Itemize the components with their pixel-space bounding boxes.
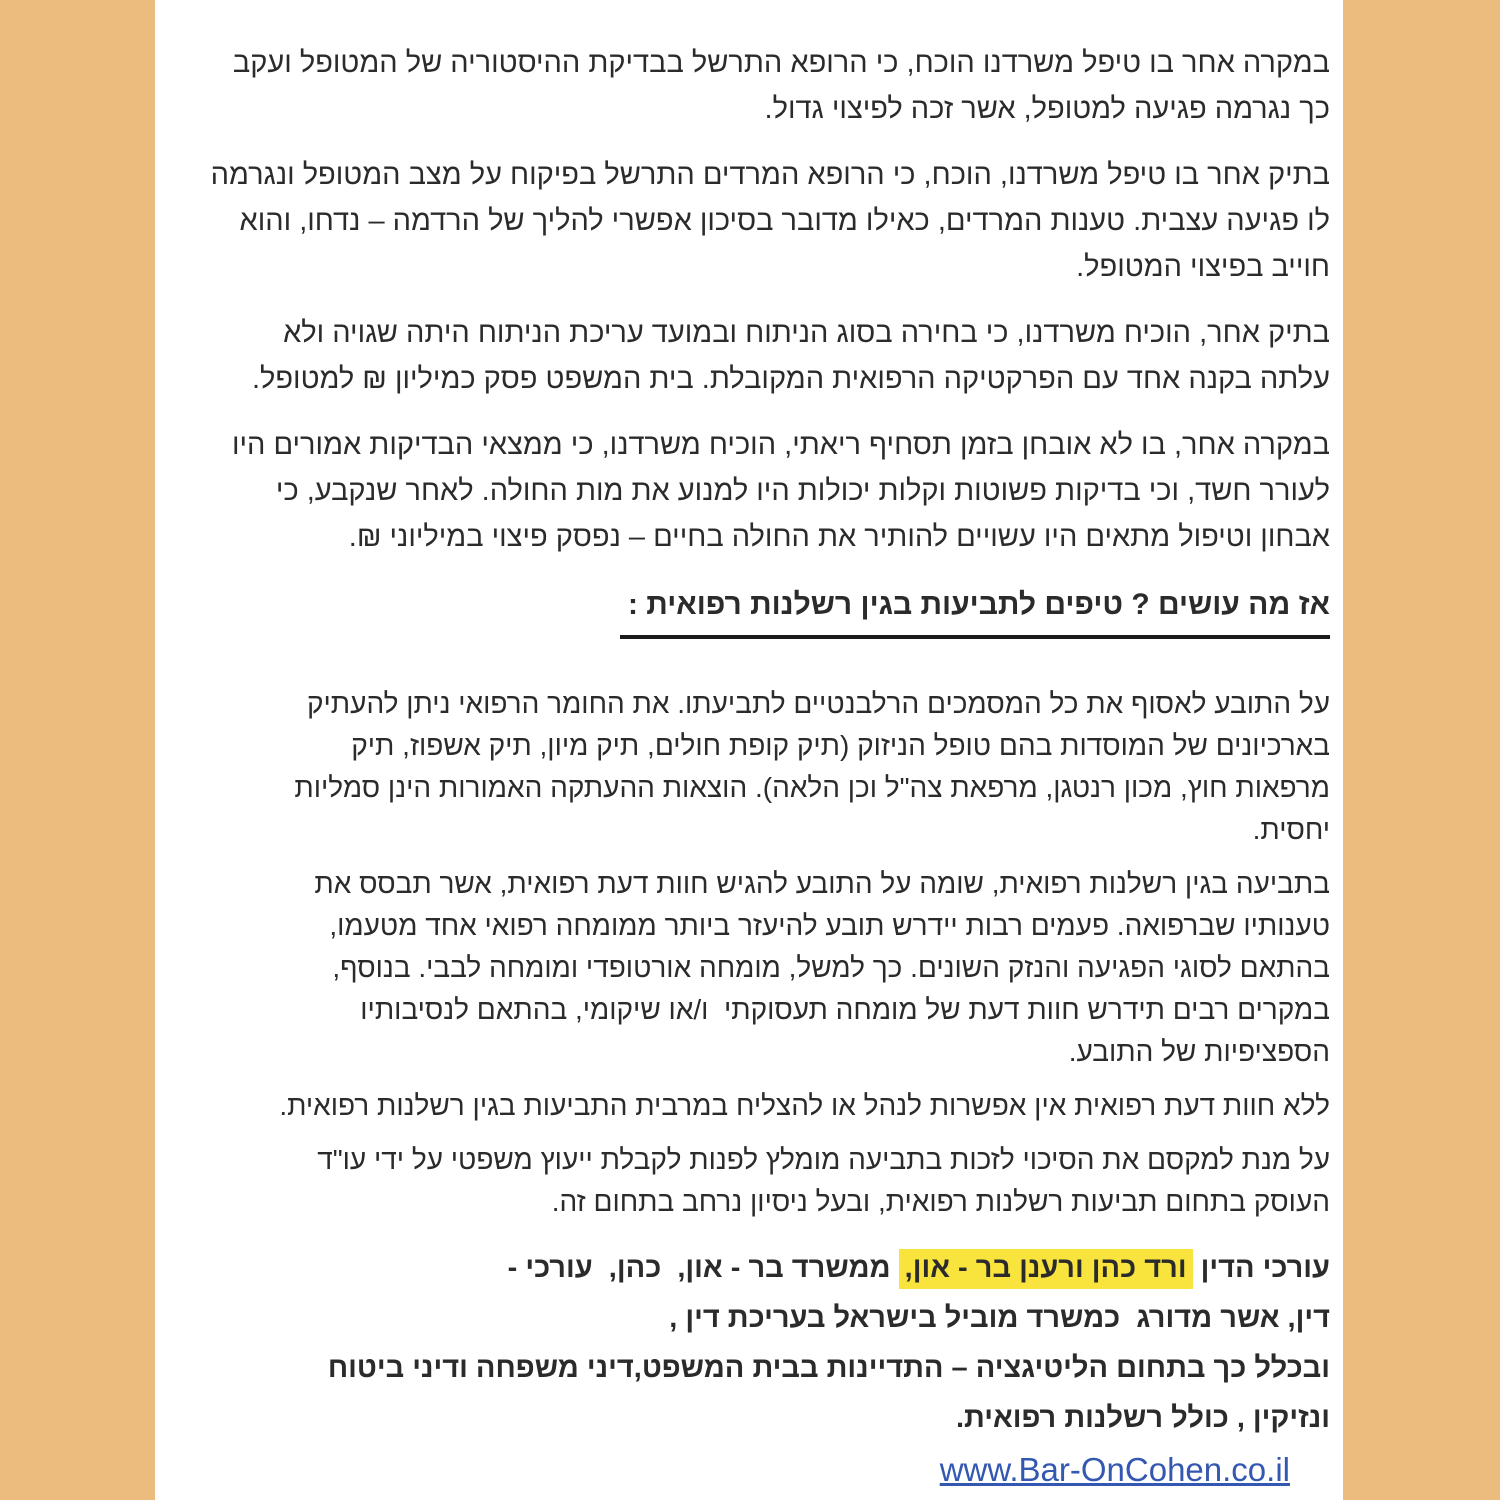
- text-line: כך נגרמה פגיעה למטופל, אשר זכה לפיצוי גדול.: [764, 93, 1330, 125]
- text-line: בתיק אחר בו טיפל משרדנו, הוכח, כי הרופא המרדים התרשל בפיקוח על מצב המטופל ונגרמה: [210, 159, 1330, 191]
- text-line: בהתאם לסוגי הפגיעה והנזק השונים. כך למשל, מומחה אורטופדי ומומחה לבבי. בנוסף,: [332, 952, 1330, 983]
- law-firm-line-4: ונזיקין , כולל רשלנות רפואית.: [955, 1402, 1330, 1434]
- text-line: במקרה אחר בו טיפל משרדנו הוכח, כי הרופא התרשל בבדיקת ההיסטוריה של המטופל ועקב: [232, 47, 1330, 79]
- text-line: עלתה בקנה אחד עם הפרקטיקה הרפואית המקובלת. בית המשפט פסק כמיליון ₪ למטופל.: [251, 363, 1330, 395]
- text-line: לעורר חשד, וכי בדיקות פשוטות וקלות יכולות היו למנוע את מות החולה. לאחר שנקבע, כי: [275, 475, 1330, 507]
- paragraph-case-2: [170, 152, 1330, 290]
- text-line: הספציפיות של התובע.: [1068, 1036, 1330, 1067]
- text-line: בתביעה בגין רשלנות רפואית, שומה על התובע להגיש חוות דעת רפואית, אשר תבסס את: [314, 868, 1330, 899]
- paragraph-tip-legal-advice: [170, 1139, 1330, 1223]
- paragraph-case-4: [170, 422, 1330, 560]
- paragraph-tip-documents: [170, 683, 1330, 851]
- text-line: בארכיונים של המוסדות בהם טופל הניזוק (תיק קופת חולים, תיק מיון, תיק אשפוז, תיק: [351, 730, 1330, 761]
- text-line: טענותיו שברפואה. פעמים רבות יידרש תובע להיעזר ביותר ממומחה רפואי אחד מטעמו,: [329, 910, 1330, 941]
- highlighted-lawyer-names: ורד כהן ורענן בר - און,: [899, 1249, 1193, 1289]
- law-firm-line-2: דין, אשר מדורג כמשרד מוביל בישראל בעריכת דין ,: [669, 1302, 1330, 1334]
- website-link[interactable]: www.Bar-OnCohen.co.il: [939, 1451, 1290, 1488]
- law-firm-suffix: ממשרד בר - און, כהן, עורכי -: [507, 1252, 899, 1284]
- document-content: [170, 40, 1330, 1495]
- paragraph-tip-expert-opinion: [170, 863, 1330, 1073]
- section-heading: [170, 582, 1330, 639]
- law-firm-line-1: [170, 1243, 1330, 1293]
- law-firm-prefix: עורכי הדין: [1192, 1252, 1330, 1284]
- text-line: חוייב בפיצוי המטופל.: [1076, 251, 1330, 283]
- tips-section: [170, 683, 1330, 1223]
- paragraph-case-3: [170, 310, 1330, 402]
- text-line: על מנת למקסם את הסיכוי לזכות בתביעה מומלץ לפנות לקבלת ייעוץ משפטי על ידי עו"ד: [317, 1144, 1330, 1175]
- law-firm-line-3: ובכלל כך בתחום הליטיגציה – התדיינות בבית המשפט,דיני משפחה ודיני ביטוח: [327, 1352, 1330, 1384]
- text-line: במקרים רבים תידרש חוות דעת של מומחה תעסוקתי ו/או שיקומי, בהתאם לנסיבותיו: [360, 994, 1330, 1025]
- right-border: [1343, 0, 1500, 1500]
- text-line: לו פגיעה עצבית. טענות המרדים, כאילו מדובר בסיכון אפשרי להליך של הרדמה – נדחו, והוא: [239, 205, 1330, 237]
- text-line: במקרה אחר, בו לא אובחן בזמן תסחיף ריאתי, הוכיח משרדנו, כי ממצאי הבדיקות אמורים היו: [231, 429, 1330, 461]
- paragraph-tip-no-opinion: [170, 1085, 1330, 1127]
- heading-text: אז מה עושים ? טיפים לתביעות בגין רשלנות רפואית :: [620, 582, 1330, 639]
- left-border: [0, 0, 155, 1500]
- paragraph-case-1: [170, 40, 1330, 132]
- link-row: [170, 1447, 1290, 1495]
- text-line: ללא חוות דעת רפואית אין אפשרות לנהל או להצליח במרבית התביעות בגין רשלנות רפואית.: [279, 1090, 1330, 1121]
- text-line: אבחון וטיפול מתאים היו עשויים להותיר את החולה בחיים – נפסק פיצוי במיליוני ₪.: [348, 521, 1330, 553]
- text-line: העוסק בתחום תביעות רשלנות רפואית, ובעל ניסיון נרחב בתחום זה.: [551, 1186, 1330, 1217]
- text-line: יחסית.: [1252, 814, 1330, 845]
- text-line: בתיק אחר, הוכיח משרדנו, כי בחירה בסוג הניתוח ובמועד עריכת הניתוח היתה שגויה ולא: [283, 317, 1330, 349]
- text-line: מרפאות חוץ, מכון רנטגן, מרפאת צה"ל וכן הלאה). הוצאות ההעתקה האמורות הינן סמליות: [294, 772, 1330, 803]
- text-line: על התובע לאסוף את כל המסמכים הרלבנטיים לתביעתו. את החומר הרפואי ניתן להעתיק: [307, 688, 1330, 719]
- law-firm-paragraph: [170, 1243, 1330, 1443]
